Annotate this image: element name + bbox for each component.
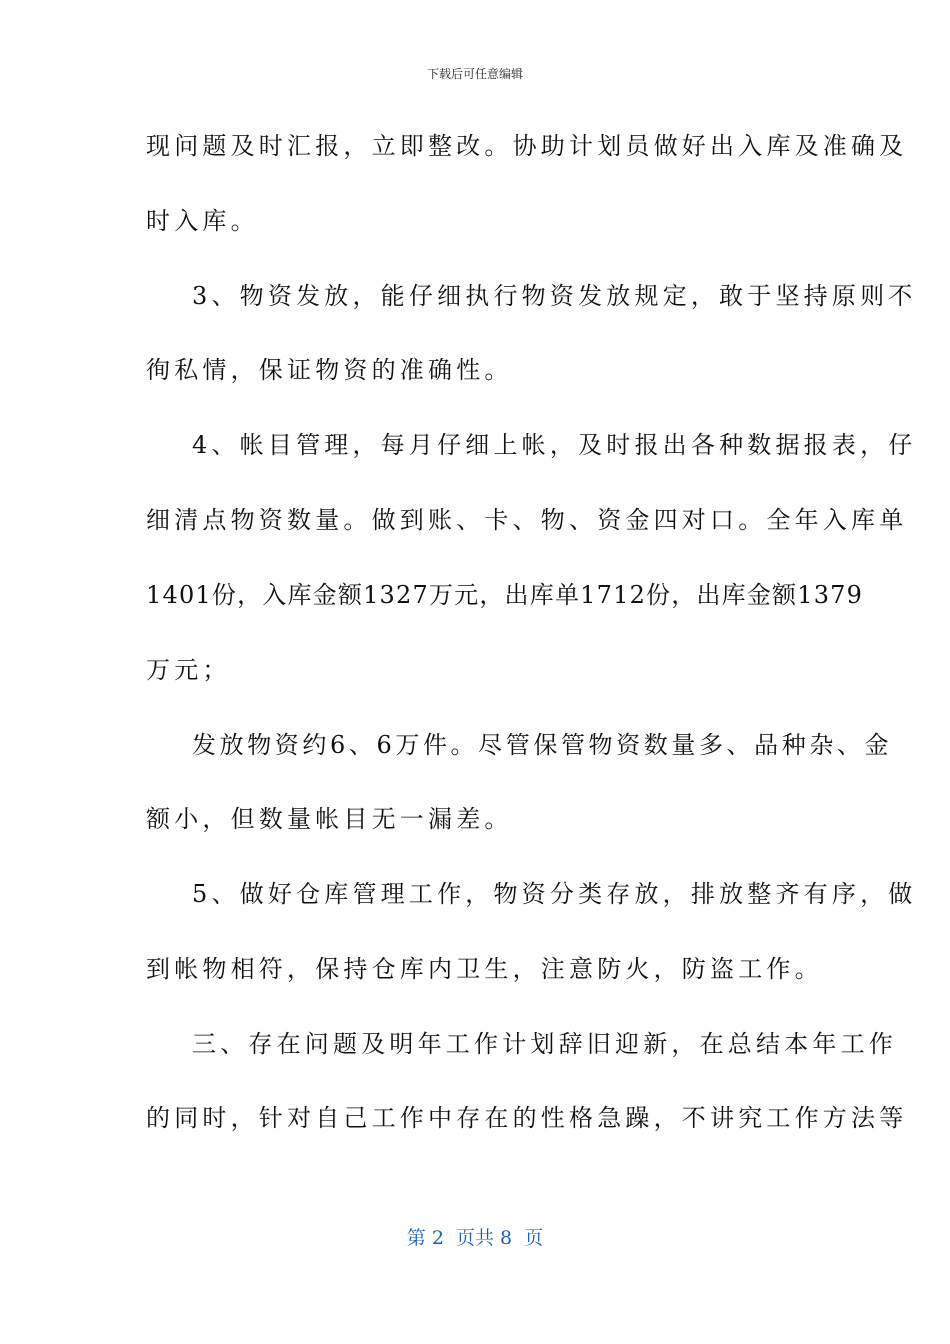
text-line: 的同时，针对自己工作中存在的性格急躁，不讲究工作方法等 [146, 1104, 908, 1132]
text-line: 时入库。 [146, 207, 259, 235]
text-line: 5、做好仓库管理工作，物资分类存放，排放整齐有序，做 [192, 880, 917, 908]
page-header: 下载后可任意编辑 [426, 67, 523, 81]
text-line: 万元； [146, 656, 231, 684]
text-line: 额小，但数量帐目无一漏差。 [146, 805, 513, 833]
text-line: 发放物资约6、6万件。尽管保管物资数量多、品种杂、金 [192, 731, 893, 759]
text-line: 4、帐目管理，每月仔细上帐，及时报出各种数据报表，仔 [192, 431, 917, 459]
text-line: 到帐物相符，保持仓库内卫生，注意防火，防盗工作。 [146, 955, 823, 983]
text-line: 三、存在问题及明年工作计划辞旧迎新，在总结本年工作 [192, 1030, 897, 1058]
page-footer: 第 2 页共 8 页 [406, 1227, 544, 1249]
text-line: 3、物资发放，能仔细执行物资发放规定，敢于坚持原则不 [192, 282, 917, 310]
text-line: 1401份，入库金额1327万元，出库单1712份，出库金额1379 [146, 581, 864, 609]
text-line: 徇私情，保证物资的准确性。 [146, 356, 513, 384]
text-line: 现问题及时汇报，立即整改。协助计划员做好出入库及准确及 [146, 132, 908, 160]
text-line: 细清点物资数量。做到账、卡、物、资金四对口。全年入库单 [146, 506, 908, 534]
